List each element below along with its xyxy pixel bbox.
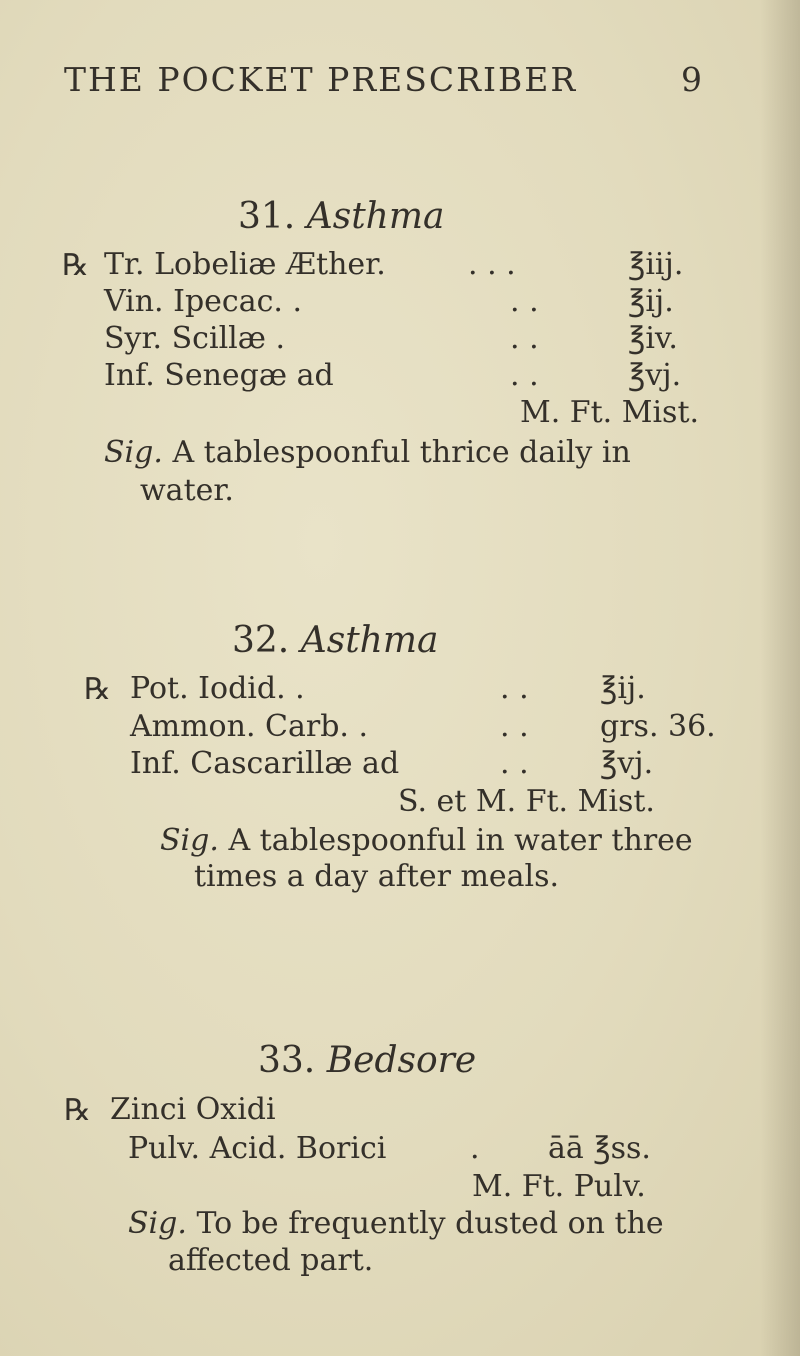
- sig-text: A tablespoonful in water three: [228, 823, 693, 858]
- ingredient-name: Syr. Scillæ .: [104, 321, 286, 356]
- ingredient-name: Zinci Oxidi: [110, 1092, 276, 1127]
- signa-line: [128, 1207, 664, 1241]
- compounding-directive: M. Ft. Pulv.: [472, 1169, 646, 1204]
- compounding-directive: S. et M. Ft. Mist.: [398, 784, 655, 819]
- ingredient-dots: . .: [500, 709, 529, 744]
- ingredient-amount: ℥iij.: [628, 247, 684, 282]
- page-number: 9: [681, 60, 704, 99]
- ingredient-amount: ℥ij.: [600, 671, 646, 706]
- sig-text-continued: times a day after meals.: [194, 859, 560, 894]
- recipe-symbol-icon: ℞: [64, 1093, 91, 1128]
- ingredient-amount: ℥ij.: [628, 284, 674, 319]
- ingredient-dots: . . .: [468, 247, 516, 282]
- book-title: THE POCKET PRESCRIBER: [64, 60, 578, 99]
- ingredient-amount: āā ℥ss.: [548, 1131, 651, 1166]
- sig-text: To be frequently dusted on the: [196, 1206, 664, 1241]
- prescription-33-heading: [258, 1040, 476, 1081]
- sig-text: A tablespoonful thrice daily in: [172, 435, 631, 470]
- prescription-number: 32.: [232, 620, 290, 661]
- ingredient-name: Vin. Ipecac. .: [104, 284, 303, 319]
- page-edge-shadow: [760, 0, 800, 1356]
- ingredient-amount: ℥iv.: [628, 321, 678, 356]
- ingredient-name: Inf. Senegæ ad: [104, 358, 334, 393]
- prescription-number: 31.: [238, 196, 296, 237]
- condition-title: Asthma: [300, 620, 439, 661]
- ingredient-name: Pulv. Acid. Borici: [128, 1131, 387, 1166]
- ingredient-name: Pot. Iodid. .: [130, 671, 305, 706]
- recipe-symbol-icon: ℞: [84, 672, 111, 707]
- sig-text-continued: water.: [140, 473, 234, 508]
- ingredient-dots: . .: [510, 358, 539, 393]
- ingredient-dots: . .: [500, 746, 529, 781]
- sig-label: Sig.: [160, 823, 219, 858]
- ingredient-name: Tr. Lobeliæ Æther.: [104, 247, 386, 282]
- running-head: [64, 60, 704, 99]
- recipe-symbol-icon: ℞: [62, 248, 89, 283]
- condition-title: Bedsore: [326, 1040, 477, 1081]
- signa-line: [104, 436, 631, 470]
- ingredient-name: Ammon. Carb. .: [130, 709, 369, 744]
- condition-title: Asthma: [306, 196, 445, 237]
- sig-text-continued: affected part.: [168, 1243, 374, 1278]
- compounding-directive: M. Ft. Mist.: [520, 395, 700, 430]
- sig-label: Sig.: [104, 435, 163, 470]
- ingredient-dots: .: [470, 1131, 480, 1166]
- signa-line: [160, 824, 693, 858]
- ingredient-dots: . .: [510, 284, 539, 319]
- prescription-number: 33.: [258, 1040, 316, 1081]
- ingredient-amount: ℥vj.: [628, 358, 682, 393]
- prescription-32-heading: [232, 620, 438, 661]
- ingredient-name: Inf. Cascarillæ ad: [130, 746, 400, 781]
- sig-label: Sig.: [128, 1206, 187, 1241]
- prescription-31-heading: [238, 196, 444, 237]
- ingredient-dots: . .: [500, 671, 529, 706]
- ingredient-amount: ℥vj.: [600, 746, 654, 781]
- ingredient-amount: grs. 36.: [600, 709, 716, 744]
- ingredient-line: [104, 248, 386, 282]
- ingredient-dots: . .: [510, 321, 539, 356]
